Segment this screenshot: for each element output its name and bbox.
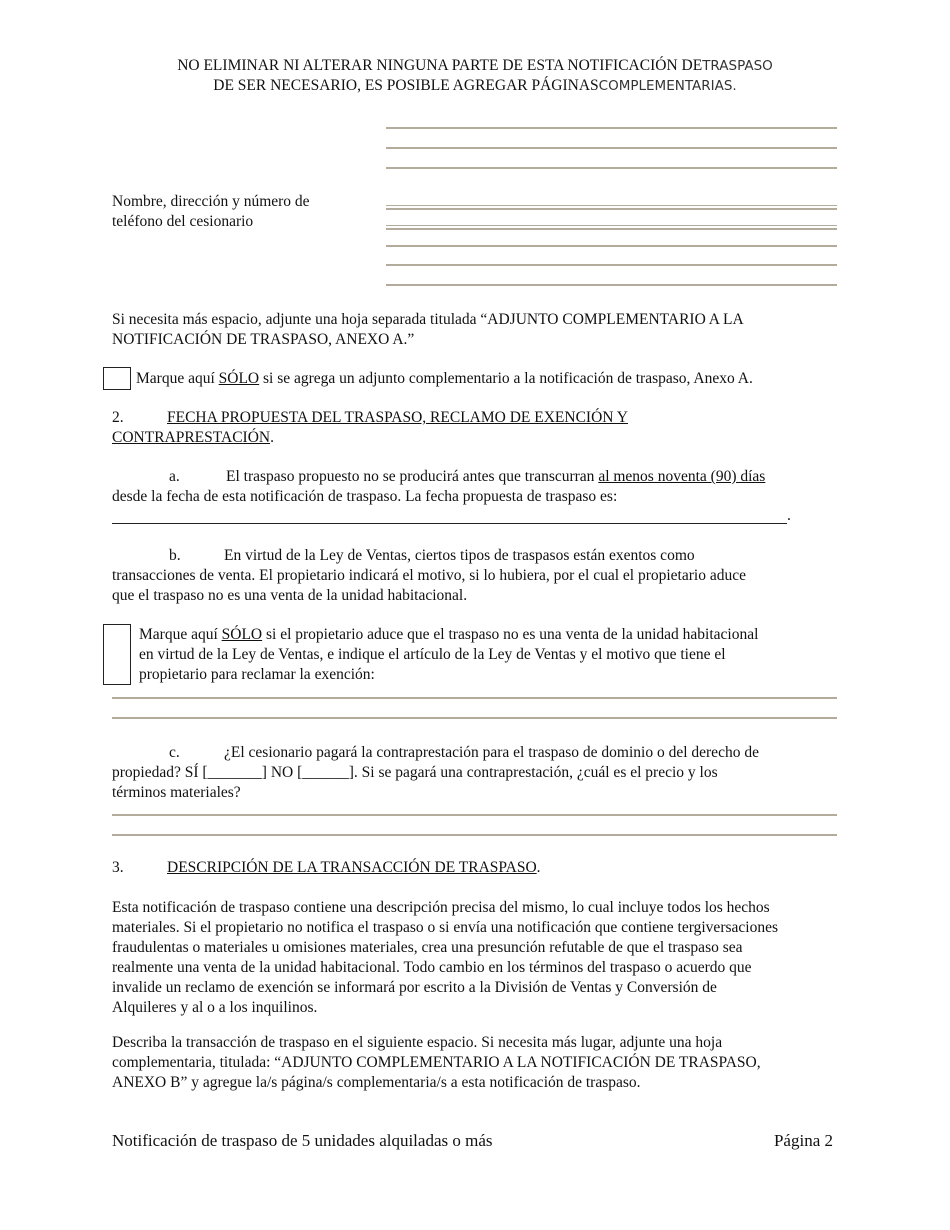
consideration-line-2[interactable] bbox=[112, 834, 837, 836]
section-3-title bbox=[112, 858, 842, 878]
checkbox-exemption-pre: Marque aquí bbox=[139, 626, 222, 643]
section-2-title-line-1: FECHA PROPUESTA DEL TRASPASO, RECLAMO DE EXENCIÓN Y bbox=[167, 409, 628, 426]
section-2b-line-3: que el traspaso no es una venta de la unidad habitacional. bbox=[112, 587, 468, 604]
section-2c-letter: c. bbox=[169, 744, 180, 761]
header-line-1 bbox=[0, 56, 950, 76]
extra-space-line-1: Si necesita más espacio, adjunte una hoja separada titulada “ADJUNTO COMPLEMENTARIO A LA bbox=[112, 311, 744, 328]
section-3-paragraph-1 bbox=[112, 898, 852, 1018]
section-3-p1-line: materiales. Si el propietario no notifica el traspaso o si envía una notificación que contiene tergiversaciones bbox=[112, 919, 778, 936]
assignee-line-5a[interactable] bbox=[386, 225, 837, 226]
section-3-paragraph-2 bbox=[112, 1033, 852, 1093]
section-2c-line-3: términos materiales? bbox=[112, 784, 241, 801]
section-2b-letter: b. bbox=[169, 547, 181, 564]
section-2-number: 2. bbox=[112, 409, 124, 426]
proposed-date-field[interactable] bbox=[112, 523, 787, 524]
assignee-label bbox=[112, 192, 310, 232]
exemption-reason-line-2[interactable] bbox=[112, 717, 837, 719]
section-2a bbox=[112, 467, 842, 507]
section-2c bbox=[112, 743, 842, 803]
consideration-line-1[interactable] bbox=[112, 814, 837, 816]
section-2b-line-2: transacciones de venta. El propietario indicará el motivo, si lo hubiera, por el cual el propietario aduce bbox=[112, 567, 746, 584]
assignee-line-4a[interactable] bbox=[386, 205, 837, 206]
checkbox-exemption-line-2: en virtud de la Ley de Ventas, e indique el artículo de la Ley de Ventas y el motivo que tiene el bbox=[139, 646, 726, 663]
checkbox-annex-a-label bbox=[136, 369, 856, 389]
extra-space-line-2: NOTIFICACIÓN DE TRASPASO, ANEXO A.” bbox=[112, 331, 415, 348]
assignee-label-line-1: Nombre, dirección y número de bbox=[112, 193, 310, 210]
page-number: Página 2 bbox=[773, 1131, 833, 1150]
section-2c-line-2: propiedad? SÍ [_______] NO [______]. Si se pagará una contraprestación, ¿cuál es el precio y los bbox=[112, 764, 718, 781]
section-3-p1-line: fraudulentas o materiales u omisiones materiales, crea una presunción refutable de que el traspaso sea bbox=[112, 939, 743, 956]
section-3-title-end: . bbox=[536, 859, 541, 876]
section-3-p2-line: complementaria, titulada: “ADJUNTO COMPLEMENTARIO A LA NOTIFICACIÓN DE TRASPASO, bbox=[112, 1054, 761, 1071]
section-2c-line-1: ¿El cesionario pagará la contraprestación para el traspaso de dominio o del derecho de bbox=[224, 744, 759, 761]
checkbox-exemption-emph: SÓLO bbox=[221, 626, 263, 643]
assignee-line-5[interactable] bbox=[386, 228, 837, 230]
section-2b-line-1: En virtud de la Ley de Ventas, ciertos tipos de traspasos están exentos como bbox=[224, 547, 695, 564]
header-line-2 bbox=[0, 76, 950, 96]
section-3-p1-line: Esta notificación de traspaso contiene una descripción precisa del mismo, lo cual incluye todos los hechos bbox=[112, 899, 770, 916]
assignee-line-4[interactable] bbox=[386, 208, 837, 210]
section-3-title-text: DESCRIPCIÓN DE LA TRANSACCIÓN DE TRASPASO bbox=[167, 859, 537, 876]
assignee-line-8[interactable] bbox=[386, 284, 837, 286]
header-line-1-text: NO ELIMINAR NI ALTERAR NINGUNA PARTE DE ESTA NOTIFICACIÓN DE bbox=[177, 57, 703, 74]
footer-title: Notificación de traspaso de 5 unidades alquiladas o más bbox=[112, 1131, 493, 1150]
header-line-1-tail: TRASPASO bbox=[702, 58, 773, 74]
section-2a-letter: a. bbox=[169, 468, 180, 485]
checkbox-exemption-post: si el propietario aduce que el traspaso no es una venta de la unidad habitacional bbox=[262, 626, 759, 643]
checkbox-exemption[interactable] bbox=[103, 624, 131, 685]
extra-space-note bbox=[112, 310, 852, 350]
assignee-line-3[interactable] bbox=[386, 167, 837, 169]
checkbox-annex-a[interactable] bbox=[103, 367, 131, 390]
section-3-p1-line: realmente una venta de la unidad habitacional. Todo cambio en los términos del traspaso o acuerdo que bbox=[112, 959, 752, 976]
assignee-line-7[interactable] bbox=[386, 264, 837, 266]
checkbox-annex-a-pre: Marque aquí bbox=[136, 370, 219, 387]
assignee-line-2[interactable] bbox=[386, 147, 837, 149]
section-3-number: 3. bbox=[112, 859, 124, 876]
checkbox-exemption-label bbox=[139, 625, 839, 685]
section-2a-line-1-emph: al menos noventa (90) días bbox=[598, 468, 766, 485]
section-2-title-line-2: CONTRAPRESTACIÓN bbox=[112, 429, 271, 446]
section-2-title-end: . bbox=[270, 429, 274, 446]
section-3-p2-line: Describa la transacción de traspaso en el siguiente espacio. Si necesita más lugar, adjunte una hoja bbox=[112, 1034, 723, 1051]
proposed-date-end: . bbox=[787, 507, 791, 524]
section-2b bbox=[112, 546, 842, 606]
section-3-p1-line: invalide un reclamo de exención se informará por escrito a la División de Ventas y Conversión de bbox=[112, 979, 717, 996]
section-2a-line-1-pre: El traspaso propuesto no se producirá antes que transcurran bbox=[226, 468, 599, 485]
section-2-title bbox=[112, 408, 842, 448]
section-3-p1-line: Alquileres y al o a los inquilinos. bbox=[112, 999, 318, 1016]
section-3-p2-line: ANEXO B” y agregue la/s página/s complementaria/s a esta notificación de traspaso. bbox=[112, 1074, 641, 1091]
checkbox-annex-a-post: si se agrega un adjunto complementario a la notificación de traspaso, Anexo A. bbox=[259, 370, 753, 387]
checkbox-annex-a-emph: SÓLO bbox=[218, 370, 260, 387]
assignee-line-6[interactable] bbox=[386, 245, 837, 247]
assignee-label-line-2: teléfono del cesionario bbox=[112, 213, 254, 230]
header-line-2-tail: COMPLEMENTARIAS. bbox=[598, 78, 737, 94]
checkbox-exemption-line-3: propietario para reclamar la exención: bbox=[139, 666, 375, 683]
assignee-line-1[interactable] bbox=[386, 127, 837, 129]
header-line-2-text: DE SER NECESARIO, ES POSIBLE AGREGAR PÁGINAS bbox=[213, 77, 599, 94]
exemption-reason-line-1[interactable] bbox=[112, 697, 837, 699]
section-2a-line-2: desde la fecha de esta notificación de traspaso. La fecha propuesta de traspaso es: bbox=[112, 488, 618, 505]
